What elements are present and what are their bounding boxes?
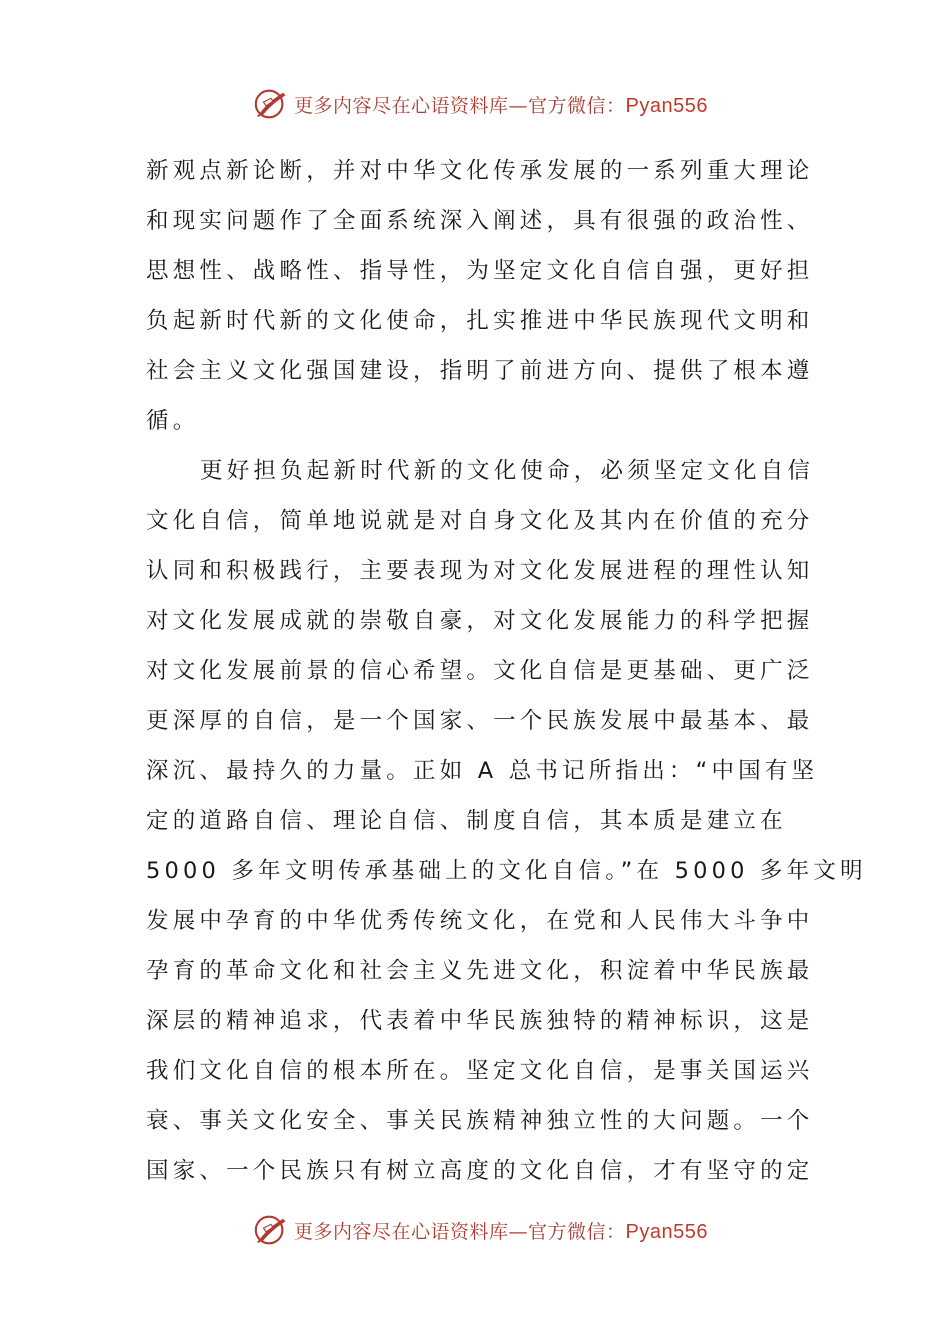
watermark-dash: — [508, 94, 529, 117]
text-line: 深层的精神追求，代表着中华民族独特的精神标识，这是 [146, 1008, 814, 1034]
pen-nib-logo-icon [252, 1211, 290, 1249]
footer-watermark [0, 1210, 950, 1250]
text-line: 国家、一个民族只有树立高度的文化自信，才有坚守的定 [146, 1158, 814, 1184]
header-watermark-inner [242, 85, 708, 123]
watermark-site: 更多内容尽在心语资料库 [294, 94, 509, 117]
text-line: 更深厚的自信，是一个国家、一个民族发展中最基本、最 [146, 708, 814, 734]
text-line: 和现实问题作了全面系统深入阐述，具有很强的政治性、 [146, 208, 814, 234]
watermark-text [294, 1217, 708, 1244]
text-line: 更好担负起新时代新的文化使命，必须坚定文化自信 [200, 458, 815, 484]
watermark-wechat-id: Pyan556 [625, 1220, 708, 1243]
text-line: 文化自信，简单地说就是对自身文化及其内在价值的充分 [146, 508, 814, 534]
text-line: 认同和积极践行，主要表现为对文化发展进程的理性认知 [146, 558, 814, 584]
text-line: 负起新时代新的文化使命，扎实推进中华民族现代文明和 [146, 308, 814, 334]
watermark-wechat-id: Pyan556 [625, 94, 708, 117]
watermark-text [294, 91, 708, 118]
header-watermark [0, 84, 950, 124]
text-line: 定的道路自信、理论自信、制度自信，其本质是建立在 [146, 808, 787, 834]
text-line: 思想性、战略性、指导性，为坚定文化自信自强，更好担 [146, 258, 814, 284]
pen-nib-logo-icon [252, 85, 290, 123]
text-line: 孕育的革命文化和社会主义先进文化，积淀着中华民族最 [146, 958, 814, 984]
document-body [146, 146, 867, 1196]
watermark-wechat-label: 官方微信： [528, 1220, 626, 1243]
text-line: 新观点新论断，并对中华文化传承发展的一系列重大理论 [146, 158, 814, 184]
text-line: 社会主义文化强国建设，指明了前进方向、提供了根本遵 [146, 358, 814, 384]
paragraph-1 [146, 146, 814, 446]
text-line: 深沉、最持久的力量。正如 A 总书记所指出：“中国有坚 [146, 758, 819, 784]
watermark-dash: — [508, 1220, 529, 1243]
watermark-site: 更多内容尽在心语资料库 [294, 1220, 509, 1243]
footer-watermark-inner [242, 1211, 708, 1249]
text-line: 我们文化自信的根本所在。坚定文化自信，是事关国运兴 [146, 1058, 814, 1084]
watermark-wechat-label: 官方微信： [528, 94, 626, 117]
text-line: 发展中孕育的中华优秀传统文化，在党和人民伟大斗争中 [146, 908, 814, 934]
text-line: 对文化发展前景的信心希望。文化自信是更基础、更广泛 [146, 658, 814, 684]
text-line: 对文化发展成就的崇敬自豪，对文化发展能力的科学把握 [146, 608, 814, 634]
text-line: 衰、事关文化安全、事关民族精神独立性的大问题。一个 [146, 1108, 814, 1134]
text-line: 5000 多年文明传承基础上的文化自信。”在 5000 多年文明 [146, 858, 867, 884]
text-line: 循。 [146, 408, 200, 434]
paragraph-2 [146, 446, 867, 1196]
